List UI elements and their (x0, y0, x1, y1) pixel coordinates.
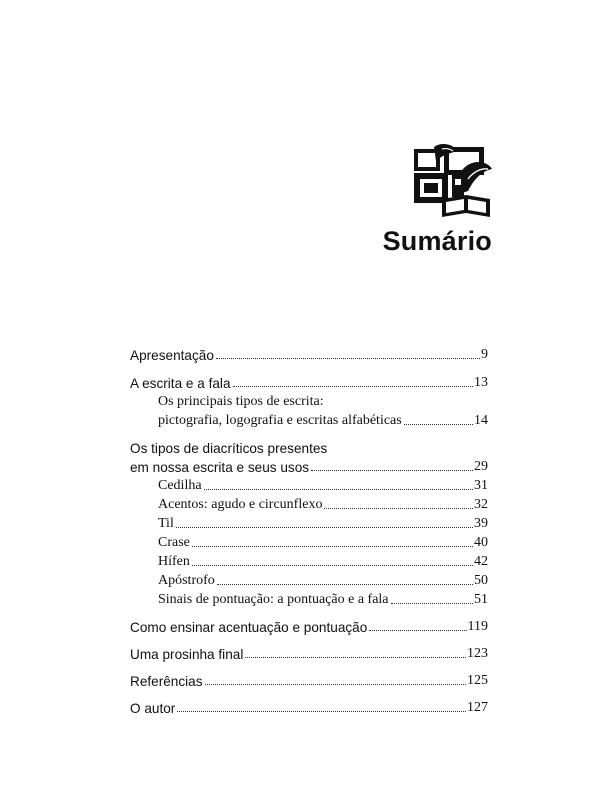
toc-entry-autor[interactable] (130, 697, 488, 716)
toc-entry-label: Como ensinar acentuação e pontuação (130, 620, 368, 635)
page-title: Sumário (382, 226, 492, 256)
dot-leader (311, 470, 473, 471)
toc-subentry-apostrofo[interactable] (130, 570, 488, 589)
toc-entry-label: Crase (158, 535, 190, 550)
toc-subentry-tipos-escrita[interactable] (130, 410, 488, 429)
books-and-quill-icon (412, 143, 494, 219)
toc-subentry-sinais[interactable] (130, 589, 488, 608)
toc-entry-page: 127 (467, 700, 488, 715)
dot-leader (205, 684, 466, 685)
toc-entry-escrita[interactable] (130, 372, 488, 391)
toc-entry-label: Acentos: agudo e circunflexo (158, 497, 323, 512)
toc-entry-page: 31 (474, 478, 488, 493)
dot-leader (404, 424, 473, 425)
toc-entry-label: Apóstrofo (158, 573, 215, 588)
toc-entry-label: Uma prosinha final (130, 647, 244, 662)
dot-leader (216, 358, 480, 359)
toc-entry-page: 119 (467, 619, 488, 634)
toc-entry-diacriticos-line1: Os tipos de diacríticos presentes (130, 441, 328, 456)
toc-entry-label: Til (158, 516, 174, 531)
dot-leader (217, 584, 473, 585)
table-of-contents (130, 344, 488, 716)
toc-entry-label: Hífen (158, 554, 190, 569)
dot-leader (391, 603, 473, 604)
toc-entry-label: A escrita e a fala (130, 376, 231, 391)
toc-entry-diacriticos[interactable] (130, 456, 488, 475)
toc-subentry-crase[interactable] (130, 532, 488, 551)
toc-entry-page: 39 (474, 516, 488, 531)
toc-entry-page: 42 (474, 554, 488, 569)
toc-entry-page: 50 (474, 573, 488, 588)
toc-subentry-til[interactable] (130, 513, 488, 532)
toc-entry-label: O autor (130, 701, 176, 716)
toc-subentry-acentos[interactable] (130, 494, 488, 513)
toc-entry-label: Cedilha (158, 478, 202, 493)
toc-entry-page: 125 (467, 673, 488, 688)
toc-subentry-hifen[interactable] (130, 551, 488, 570)
toc-entry-label: Sinais de pontuação: a pontuação e a fala (158, 592, 389, 607)
toc-entry-page: 123 (467, 646, 488, 661)
dot-leader (204, 489, 473, 490)
dot-leader (245, 657, 466, 658)
toc-entry-page: 29 (474, 459, 488, 474)
dot-leader (233, 386, 474, 387)
toc-entry-page: 40 (474, 535, 488, 550)
toc-entry-page: 51 (474, 592, 488, 607)
toc-entry-label: Apresentação (130, 348, 214, 363)
dot-leader (324, 508, 473, 509)
dot-leader (369, 630, 466, 631)
dot-leader (192, 546, 473, 547)
toc-entry-label: em nossa escrita e seus usos (130, 460, 310, 475)
toc-entry-page: 32 (474, 497, 488, 512)
toc-entry-page: 14 (474, 413, 488, 428)
toc-entry-apresentacao[interactable] (130, 344, 488, 363)
toc-subentry-cedilha[interactable] (130, 475, 488, 494)
toc-entry-referencias[interactable] (130, 670, 488, 689)
toc-subentry-tipos-escrita-line1: Os principais tipos de escrita: (158, 394, 324, 409)
dot-leader (176, 527, 473, 528)
toc-entry-label: Referências (130, 674, 203, 689)
toc-entry-label: pictografia, logografia e escritas alfabéticas (158, 413, 402, 428)
dot-leader (177, 711, 466, 712)
dot-leader (192, 565, 473, 566)
toc-entry-prosinha[interactable] (130, 643, 488, 662)
toc-entry-page: 9 (481, 347, 488, 362)
toc-entry-page: 13 (474, 375, 488, 390)
toc-entry-ensinar[interactable] (130, 616, 488, 635)
